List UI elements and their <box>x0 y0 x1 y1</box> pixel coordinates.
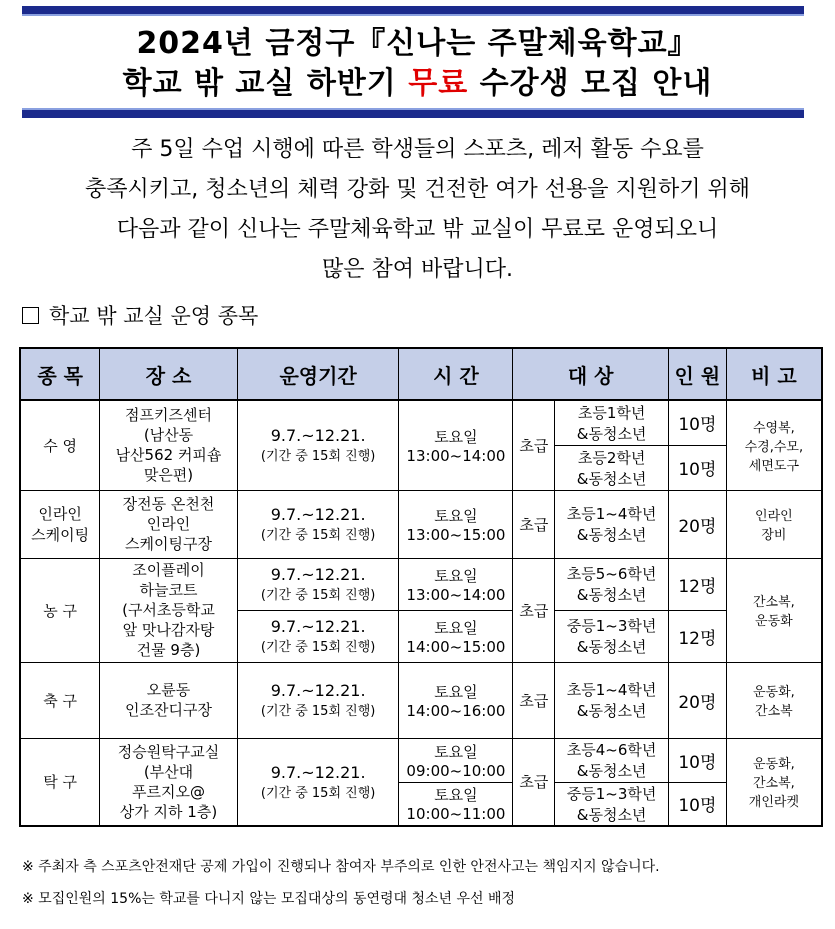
target-cell: 초등1~4학년 &동청소년 <box>555 662 669 738</box>
section-heading <box>22 300 258 330</box>
place-cell: 오륜동 인조잔디구장 <box>100 662 238 738</box>
table-row <box>20 662 822 738</box>
intro-line: 충족시키고, 청소년의 체력 강화 및 건전한 여가 선용을 지원하기 위해 <box>85 177 750 202</box>
table-header-row <box>20 348 822 400</box>
sport-cell: 농 구 <box>20 558 100 662</box>
place-cell: 조이플레이 하늘코트 (구서초등학교 앞 맛나감자탕 건물 9층) <box>100 558 238 662</box>
note-cell: 인라인 장비 <box>726 490 822 558</box>
period-cell: 9.7.~12.21. (기간 중 15회 진행) <box>237 738 399 826</box>
time-cell: 토요일 10:00~11:00 <box>399 782 513 826</box>
period-cell: 9.7.~12.21. (기간 중 15회 진행) <box>237 558 399 610</box>
target-cell: 중등1~3학년 &동청소년 <box>555 782 669 826</box>
period-cell: 9.7.~12.21. (기간 중 15회 진행) <box>237 400 399 490</box>
count-cell: 12명 <box>668 558 726 610</box>
target-cell: 초등1~4학년 &동청소년 <box>555 490 669 558</box>
page-title-line2 <box>0 58 835 102</box>
place-cell: 점프키즈센터 (남산동 남산562 커피숍 맞은편) <box>100 400 238 490</box>
intro-paragraph <box>0 130 835 290</box>
time-cell: 토요일 14:00~16:00 <box>399 662 513 738</box>
count-cell: 20명 <box>668 662 726 738</box>
level-cell: 초급 <box>513 490 555 558</box>
footnote: ※ 주최자 측 스포츠안전재단 공제 가입이 진행되나 참여자 부주의로 인한 안전사고는 책임지지 않습니다. <box>22 859 660 875</box>
time-cell: 토요일 09:00~10:00 <box>399 738 513 782</box>
title-highlight-free: 무료 <box>408 66 469 101</box>
header-count: 인 원 <box>668 348 726 400</box>
header-note: 비 고 <box>726 348 822 400</box>
count-cell: 20명 <box>668 490 726 558</box>
header-place: 장 소 <box>100 348 238 400</box>
target-cell: 초등2학년 &동청소년 <box>555 445 669 490</box>
page-title-line1: 2024년 금정구『신나는 주말체육학교』 <box>136 26 699 61</box>
note-cell: 간소복, 운동화 <box>726 558 822 662</box>
title-text-pre: 학교 밖 교실 하반기 <box>122 66 409 101</box>
schedule-table <box>19 347 823 827</box>
sport-cell: 수 영 <box>20 400 100 490</box>
sport-cell: 축 구 <box>20 662 100 738</box>
period-cell: 9.7.~12.21. (기간 중 15회 진행) <box>237 490 399 558</box>
count-cell: 10명 <box>668 782 726 826</box>
level-cell: 초급 <box>513 662 555 738</box>
time-cell: 토요일 13:00~14:00 <box>399 558 513 610</box>
level-cell: 초급 <box>513 738 555 826</box>
count-cell: 10명 <box>668 400 726 445</box>
note-cell: 수영복, 수경,수모, 세면도구 <box>726 400 822 490</box>
intro-line: 많은 참여 바랍니다. <box>322 257 513 282</box>
top-decorative-bar <box>22 6 804 16</box>
intro-line: 다음과 같이 신나는 주말체육학교 밖 교실이 무료로 운영되오니 <box>116 217 719 242</box>
section-title: 학교 밖 교실 운영 종목 <box>49 304 259 328</box>
target-cell: 중등1~3학년 &동청소년 <box>555 610 669 662</box>
note-cell: 운동화, 간소복, 개인라켓 <box>726 738 822 826</box>
time-cell: 토요일 13:00~15:00 <box>399 490 513 558</box>
title-text-post: 수강생 모집 안내 <box>468 66 713 101</box>
table-row <box>20 490 822 558</box>
count-cell: 10명 <box>668 738 726 782</box>
note-cell: 운동화, 간소복 <box>726 662 822 738</box>
sport-cell: 인라인 스케이팅 <box>20 490 100 558</box>
header-period: 운영기간 <box>237 348 399 400</box>
sport-cell: 탁 구 <box>20 738 100 826</box>
level-cell: 초급 <box>513 400 555 490</box>
period-cell: 9.7.~12.21. (기간 중 15회 진행) <box>237 662 399 738</box>
table-row <box>20 400 822 445</box>
count-cell: 10명 <box>668 445 726 490</box>
level-cell: 초급 <box>513 558 555 662</box>
bottom-decorative-bar <box>22 108 804 118</box>
period-cell: 9.7.~12.21. (기간 중 15회 진행) <box>237 610 399 662</box>
header-target: 대 상 <box>513 348 669 400</box>
time-cell: 토요일 13:00~14:00 <box>399 400 513 490</box>
target-cell: 초등4~6학년 &동청소년 <box>555 738 669 782</box>
checkbox-square-icon <box>22 307 39 324</box>
time-cell: 토요일 14:00~15:00 <box>399 610 513 662</box>
target-cell: 초등5~6학년 &동청소년 <box>555 558 669 610</box>
table-row <box>20 558 822 610</box>
place-cell: 정승원탁구교실 (부산대 푸르지오@ 상가 지하 1층) <box>100 738 238 826</box>
target-cell: 초등1학년 &동청소년 <box>555 400 669 445</box>
intro-line: 주 5일 수업 시행에 따른 학생들의 스포츠, 레저 활동 수요를 <box>131 137 704 162</box>
header-sport: 종 목 <box>20 348 100 400</box>
count-cell: 12명 <box>668 610 726 662</box>
header-time: 시 간 <box>399 348 513 400</box>
table-row <box>20 738 822 782</box>
footnote: ※ 모집인원의 15%는 학교를 다니지 않는 모집대상의 동연령대 청소년 우선 배정 <box>22 891 516 907</box>
place-cell: 장전동 온천천 인라인 스케이팅구장 <box>100 490 238 558</box>
